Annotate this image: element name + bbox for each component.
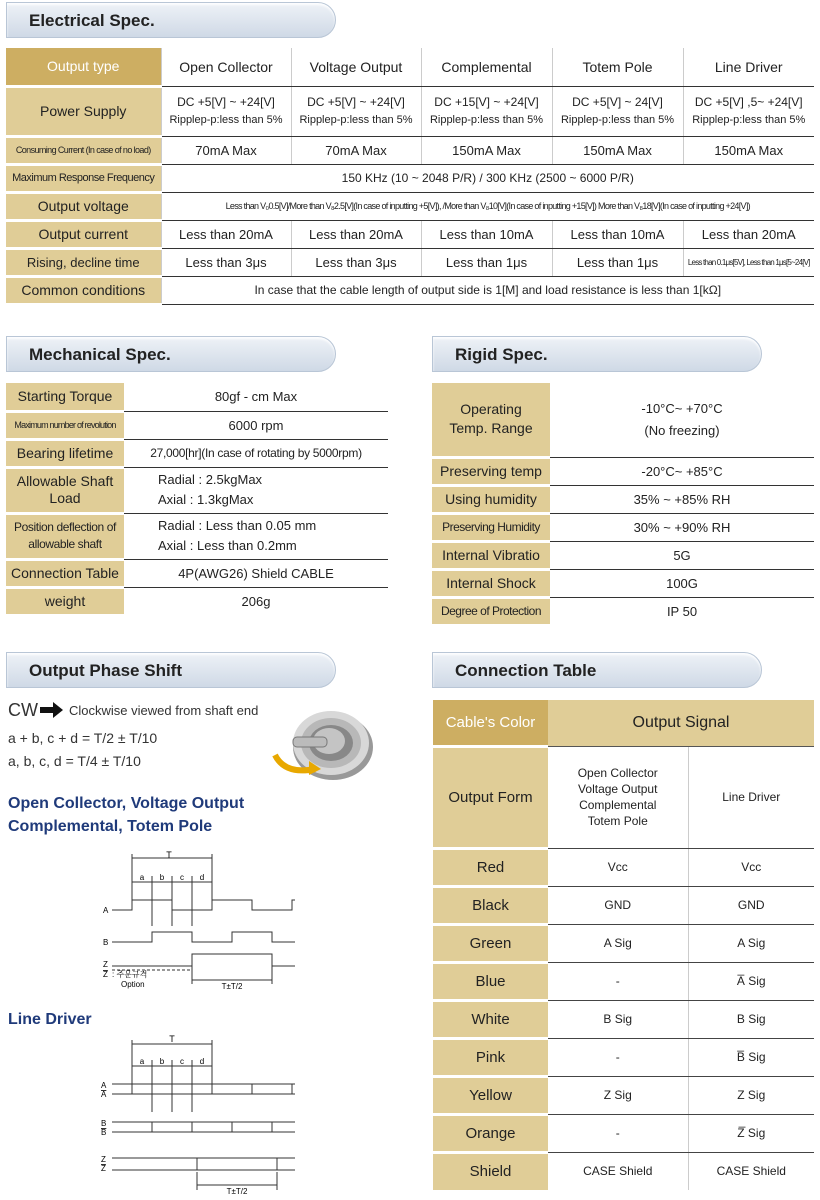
bearing-lifetime-label: Bearing lifetime — [6, 439, 124, 467]
signal-cell: - — [548, 1114, 688, 1152]
current-cell: Less than 10mA — [421, 220, 552, 248]
protection-label: Degree of Protection — [432, 597, 550, 625]
option-label: Option — [121, 980, 145, 989]
connection-table — [433, 700, 814, 1190]
rigid-spec-table — [432, 383, 814, 627]
line-driver-heading: Line Driver — [8, 1011, 92, 1028]
cw-label: CW — [8, 700, 38, 720]
output-form-label: Output Form — [433, 746, 548, 848]
common-conditions-value: In case that the cable length of output side is 1[M] and load resistance is less than 1[kΩ] — [161, 276, 814, 304]
using-humidity-label: Using humidity — [432, 485, 550, 513]
common-conditions-label: Common conditions — [6, 276, 161, 304]
signal-cell: GND — [548, 886, 688, 924]
power-cell: DC +5[V] ~ +24[V] Ripplep-p:less than 5% — [161, 86, 291, 136]
color-red: Red — [433, 848, 548, 886]
mechanical-spec-table — [6, 383, 388, 617]
signal-cell: B Sig — [688, 1000, 814, 1038]
signal-z-label: Z — [101, 1155, 106, 1164]
starting-torque-label: Starting Torque — [6, 383, 124, 411]
seg-a-label: a — [139, 873, 145, 882]
protection-value: IP 50 — [666, 603, 698, 619]
vibration-label: Internal Vibratio — [432, 541, 550, 569]
operating-temp-value: -10°C~ +70°C (No freezing) — [550, 383, 814, 457]
max-revolution-label: Maximum number of revolution — [6, 411, 124, 439]
t-tolerance-label: T±T/2 — [221, 982, 243, 991]
consuming-current-label: Consuming Current (In case of no load) — [6, 136, 161, 164]
signal-cell: A̅ Sig — [688, 962, 814, 1000]
output-voltage-label: Output voltage — [6, 192, 161, 220]
shaft-deflection-value: Radial : Less than 0.05 mm Axial : Less than 0.2mm — [124, 513, 388, 559]
output-form-line-driver: Line Driver — [688, 746, 814, 848]
color-shield: Shield — [433, 1152, 548, 1190]
electrical-spec-title: Electrical Spec. — [6, 2, 336, 38]
current-cell: Less than 20mA — [291, 220, 421, 248]
output-signal-header: Output Signal — [548, 700, 814, 746]
phase-equation-2: a, b, c, d = T/4 ± T/10 — [8, 753, 141, 769]
seg-d-label: d — [199, 873, 205, 882]
signal-b-label: B — [101, 1119, 107, 1128]
signal-cell: Vcc — [688, 848, 814, 886]
signal-a-label: A — [103, 906, 109, 915]
rising-time-label: Rising, decline time — [6, 248, 161, 276]
preserving-humidity-label: Preserving Humidity — [432, 513, 550, 541]
weight-value: 206g — [241, 593, 271, 609]
col-line-driver: Line Driver — [683, 48, 814, 86]
current-cell: Less than 10mA — [552, 220, 683, 248]
response-frequency-value: 150 KHz (10 ~ 2048 P/R) / 300 KHz (2500 ~ 6000 P/R) — [161, 164, 814, 192]
current-cell: Less than 20mA — [683, 220, 814, 248]
option-kr-label: : 주문규격 — [112, 970, 148, 979]
mechanical-spec-title: Mechanical Spec. — [6, 336, 336, 372]
period-label: T — [166, 850, 172, 860]
color-black: Black — [433, 886, 548, 924]
max-revolution-value: 6000 rpm — [124, 411, 388, 439]
group1-heading-line2: Complemental, Totem Pole — [8, 818, 213, 835]
signal-cell: CASE Shield — [583, 1164, 653, 1179]
seg-c-label: c — [180, 1057, 184, 1066]
power-cell: DC +5[V] ,5~ +24[V] Ripplep-p:less than 5% — [683, 86, 814, 136]
timing-diagram-line-driver — [95, 1032, 310, 1197]
encoder-image — [265, 695, 375, 785]
color-green: Green — [433, 924, 548, 962]
shock-label: Internal Shock — [432, 569, 550, 597]
phase-shift-title: Output Phase Shift — [6, 652, 336, 688]
output-current-label: Output current — [6, 220, 161, 248]
signal-zbar-label: Z — [101, 1164, 106, 1173]
rising-cell: Less than 1μs — [552, 248, 683, 276]
electrical-spec-table — [6, 48, 814, 306]
signal-cell: A Sig — [688, 924, 814, 962]
bearing-lifetime-value: 27,000[hr](In case of rotating by 5000rpm) — [124, 439, 388, 467]
col-complemental: Complemental — [421, 48, 552, 86]
signal-cell: GND — [688, 886, 814, 924]
signal-cell: B̅ Sig — [688, 1038, 814, 1076]
weight-label: weight — [6, 587, 124, 615]
shock-value: 100G — [550, 569, 814, 597]
signal-bbar-label: B — [101, 1128, 107, 1137]
col-open-collector: Open Collector — [161, 48, 291, 86]
preserving-humidity-value: 30% ~ +90% RH — [550, 513, 814, 541]
arrow-right-icon — [40, 702, 64, 718]
rising-cell: Less than 0.1μs[5V], Less than 1μs[5~24[V] — [683, 248, 814, 276]
output-type-label: Output type — [6, 48, 161, 86]
timing-diagram-standard — [95, 848, 310, 996]
signal-b-label: B — [103, 938, 109, 947]
t-tolerance-label: T±T/2 — [226, 1187, 248, 1196]
signal-cell: Z̅ Sig — [688, 1114, 814, 1152]
shaft-deflection-label: Position deflection of allowable shaft — [6, 513, 124, 559]
rigid-spec-title: Rigid Spec. — [432, 336, 762, 372]
signal-cell: Vcc — [548, 848, 688, 886]
color-yellow: Yellow — [433, 1076, 548, 1114]
operating-temp-label: Operating Temp. Range — [432, 383, 550, 457]
consuming-cell: 150mA Max — [421, 136, 552, 164]
current-cell: Less than 20mA — [161, 220, 291, 248]
consuming-cell: 150mA Max — [683, 136, 814, 164]
seg-d-label: d — [199, 1057, 205, 1066]
signal-abar-label: A — [101, 1090, 107, 1099]
output-voltage-value: Less than V₀0.5[V]/More than V₈2.5[V](In case of inputting +5[V]), /More than V₈10[V](In case of inputting +15[V]) More than V₈18[V](In case of inputting +24[V]) — [161, 192, 814, 220]
phase-equation-1: a + b, c + d = T/2 ± T/10 — [8, 730, 158, 746]
using-humidity-value: 35% ~ +85% RH — [550, 485, 814, 513]
cw-description: Clockwise viewed from shaft end — [69, 703, 259, 718]
vibration-value: 5G — [550, 541, 814, 569]
signal-a-label: A — [101, 1081, 107, 1090]
color-blue: Blue — [433, 962, 548, 1000]
power-cell: DC +5[V] ~ 24[V] Ripplep-p:less than 5% — [552, 86, 683, 136]
consuming-cell: 70mA Max — [291, 136, 421, 164]
signal-z-label: Z — [103, 960, 108, 969]
consuming-cell: 150mA Max — [552, 136, 683, 164]
cable-color-header: Cable's Color — [433, 700, 548, 746]
response-frequency-label: Maximum Response Frequency — [6, 164, 161, 192]
signal-cell: - — [548, 962, 688, 1000]
power-cell: DC +15[V] ~ +24[V] Ripplep-p:less than 5% — [421, 86, 552, 136]
signal-zbar-label: Z — [103, 970, 108, 979]
group1-heading-line1: Open Collector, Voltage Output — [8, 795, 245, 812]
signal-cell: Z Sig — [688, 1076, 814, 1114]
preserving-temp-label: Preserving temp — [432, 457, 550, 485]
seg-b-label: b — [159, 873, 165, 882]
signal-cell: B Sig — [548, 1000, 688, 1038]
rising-cell: Less than 3μs — [161, 248, 291, 276]
power-supply-label: Power Supply — [6, 86, 161, 136]
shaft-load-label: Allowable Shaft Load — [6, 467, 124, 513]
connection-table-title: Connection Table — [432, 652, 762, 688]
color-orange: Orange — [433, 1114, 548, 1152]
col-totem-pole: Totem Pole — [552, 48, 683, 86]
starting-torque-value: 80gf - cm Max — [124, 383, 388, 411]
seg-c-label: c — [180, 873, 184, 882]
period-label: T — [169, 1034, 175, 1044]
shaft-load-value: Radial : 2.5kgMax Axial : 1.3kgMax — [124, 467, 388, 513]
color-white: White — [433, 1000, 548, 1038]
rising-cell: Less than 3μs — [291, 248, 421, 276]
signal-cell: Z Sig — [548, 1076, 688, 1114]
power-cell: DC +5[V] ~ +24[V] Ripplep-p:less than 5% — [291, 86, 421, 136]
connection-value: 4P(AWG26) Shield CABLE — [124, 559, 388, 587]
output-form-collector: Open Collector Voltage Output Complemental Totem Pole — [548, 746, 688, 848]
signal-cell: - — [548, 1038, 688, 1076]
signal-cell: CASE Shield — [688, 1152, 814, 1190]
color-pink: Pink — [433, 1038, 548, 1076]
preserving-temp-value: -20°C~ +85°C — [550, 457, 814, 485]
col-voltage-output: Voltage Output — [291, 48, 421, 86]
seg-b-label: b — [159, 1057, 165, 1066]
consuming-cell: 70mA Max — [161, 136, 291, 164]
signal-cell: A Sig — [548, 924, 688, 962]
connection-label: Connection Table — [6, 559, 124, 587]
rising-cell: Less than 1μs — [421, 248, 552, 276]
seg-a-label: a — [139, 1057, 145, 1066]
